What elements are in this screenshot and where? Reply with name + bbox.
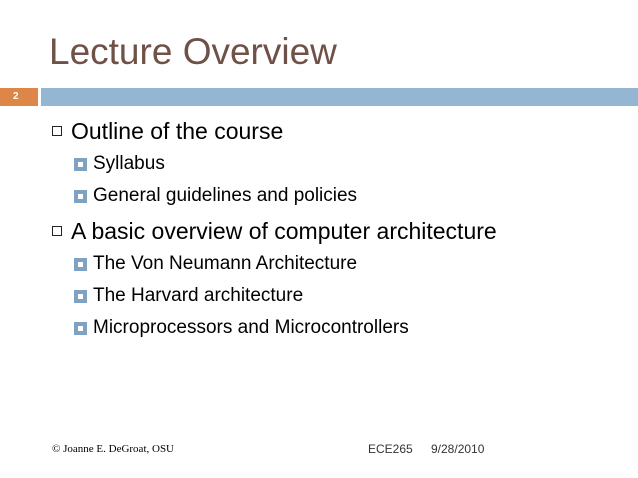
sub-bullet-text: General guidelines and policies bbox=[93, 185, 358, 206]
sub-bullet-text: The Von Neumann Architecture bbox=[93, 253, 358, 274]
square-filled-bullet-icon bbox=[74, 190, 87, 203]
square-filled-bullet-icon bbox=[74, 290, 87, 303]
sub-bullet-text: The Harvard architecture bbox=[93, 285, 304, 306]
square-filled-bullet-icon bbox=[74, 322, 87, 335]
header-bar bbox=[41, 88, 638, 106]
footer-date: 9/28/2010 bbox=[431, 442, 485, 456]
sub-bullet-item bbox=[52, 281, 632, 313]
square-outline-bullet-icon bbox=[52, 226, 62, 236]
square-outline-bullet-icon bbox=[52, 126, 62, 136]
footer-course: ECE265 bbox=[368, 442, 413, 456]
bullet-text: A basic overview of computer architecture bbox=[71, 218, 497, 244]
sub-bullet-text: Microprocessors and Microcontrollers bbox=[93, 317, 409, 338]
bullet-list bbox=[52, 115, 632, 347]
sub-bullet-text: Syllabus bbox=[93, 153, 165, 174]
page-number: 2 bbox=[0, 88, 38, 106]
bullet-text: Outline of the course bbox=[71, 118, 284, 144]
square-filled-bullet-icon bbox=[74, 158, 87, 171]
sub-bullet-item bbox=[52, 313, 632, 345]
bullet-item bbox=[52, 215, 632, 249]
sub-bullet-list bbox=[52, 249, 632, 345]
footer-author: © Joanne E. DeGroat, OSU bbox=[52, 443, 174, 455]
bullet-item bbox=[52, 115, 632, 149]
square-filled-bullet-icon bbox=[74, 258, 87, 271]
sub-bullet-item bbox=[52, 149, 632, 181]
sub-bullet-item bbox=[52, 181, 632, 213]
slide-title: Lecture Overview bbox=[49, 31, 337, 72]
sub-bullet-item bbox=[52, 249, 632, 281]
sub-bullet-list bbox=[52, 149, 632, 213]
